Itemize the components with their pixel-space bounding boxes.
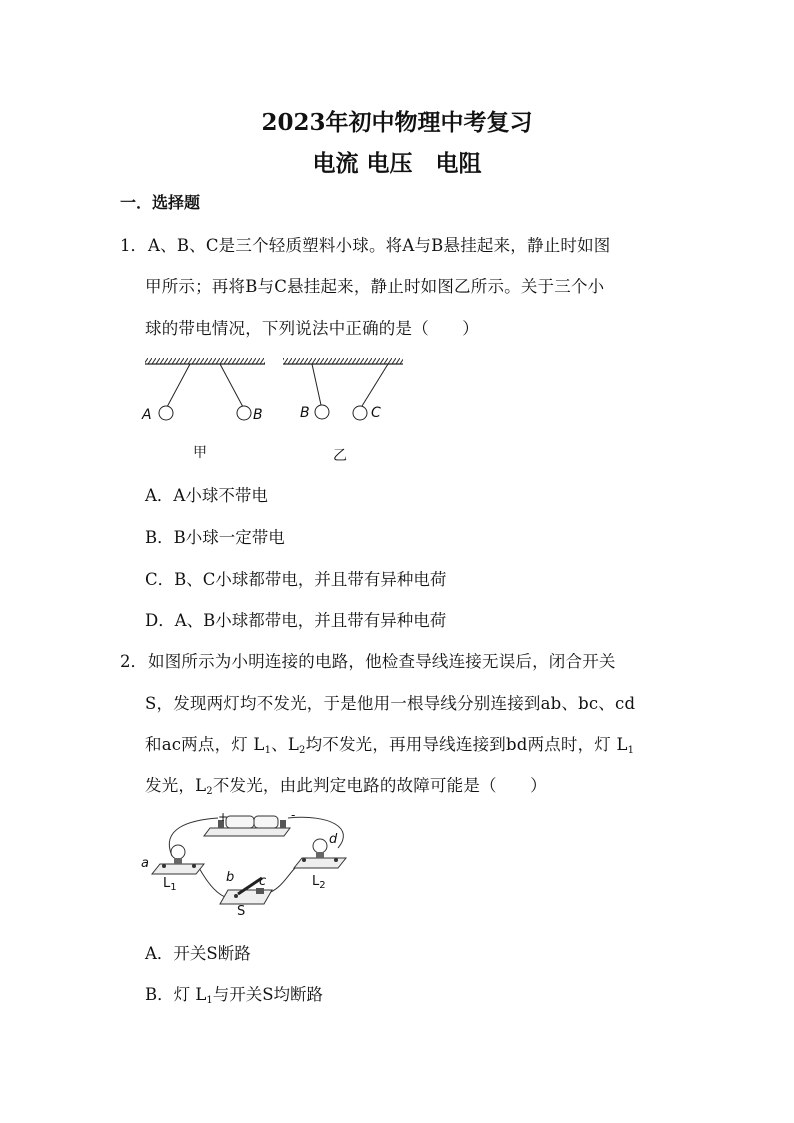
- label-figure-jia: 甲: [193, 445, 207, 461]
- q2-text-line-2: S，发现两灯均不发光，于是他用一根导线分别连接到ab、bc、cd: [145, 694, 636, 713]
- q1-option-c: C．B、C小球都带电，并且带有异种电荷: [145, 570, 447, 589]
- point-d-label: d: [329, 832, 338, 847]
- q1-option-d: D．A、B小球都带电，并且带有异种电荷: [145, 611, 447, 630]
- q1-text-line-3: 球的带电情况，下列说法中正确的是（ ）: [145, 319, 479, 338]
- battery-cell-2: [254, 816, 278, 828]
- lamp-l2-base: [294, 858, 346, 868]
- label-ball-b-jia: B: [253, 407, 263, 423]
- ceiling-jia: [145, 358, 265, 364]
- lamp-l2-bulb: [313, 839, 327, 853]
- lamp-l2-label: $L_2$: [312, 874, 326, 891]
- lamp-l1-label: $L_1$: [163, 876, 177, 893]
- switch-s-label: S: [237, 904, 246, 919]
- battery-base: [204, 828, 290, 836]
- battery-minus-label: -: [291, 808, 296, 822]
- battery-cell-1: [226, 816, 254, 828]
- point-c-label: c: [259, 874, 267, 889]
- q2-text-line-4: 发光，$L_2$不发光，由此判定电路的故障可能是（ ）: [145, 776, 547, 797]
- ball-c: [353, 406, 367, 420]
- switch-base: [220, 890, 272, 904]
- point-b-label: b: [226, 870, 235, 885]
- lamp-l1-bulb: [171, 845, 185, 859]
- q2-option-a: A．开关S断路: [145, 944, 251, 963]
- q1-text-line-2: 甲所示；再将B与C悬挂起来，静止时如图乙所示。关于三个小: [145, 277, 605, 296]
- page-subtitle: 电流 电压 电阻: [312, 150, 482, 177]
- q1-hanging-balls-figure: [140, 352, 410, 462]
- point-a-label: a: [141, 856, 149, 871]
- q1-option-b: B．B小球一定带电: [145, 528, 285, 547]
- ball-a: [159, 406, 173, 420]
- lamp-l1-base: [152, 864, 204, 874]
- label-figure-yi: 乙: [333, 448, 347, 464]
- q1-option-a: A．A小球不带电: [145, 486, 268, 505]
- q2-text-line-1: 如图所示为小明连接的电路，他检查导线连接无误后，闭合开关: [148, 652, 616, 671]
- label-ball-a: A: [142, 407, 152, 423]
- battery-plus-label: +: [218, 810, 229, 824]
- ball-b-jia: [237, 406, 251, 420]
- page-title: 2023年初中物理中考复习: [261, 109, 533, 136]
- q2-option-b: B．灯 $L_1$与开关S均断路: [145, 985, 324, 1006]
- label-ball-c: C: [371, 405, 381, 421]
- label-ball-b-yi: B: [300, 405, 310, 421]
- section-heading: 一．选择题: [120, 193, 201, 212]
- q2-number: 2．: [120, 652, 147, 671]
- q2-circuit-figure: [140, 808, 380, 920]
- ball-b-yi: [315, 405, 329, 419]
- q1-text-line-1: A、B、C是三个轻质塑料小球。将A与B悬挂起来，静止时如图: [148, 236, 611, 255]
- q2-text-line-3: 和ac两点，灯 $L_1$、$L_2$均不发光，再用导线连接到bd两点时，灯 $L_1$: [145, 735, 635, 756]
- ceiling-yi: [283, 358, 403, 364]
- q1-number: 1．: [120, 236, 147, 255]
